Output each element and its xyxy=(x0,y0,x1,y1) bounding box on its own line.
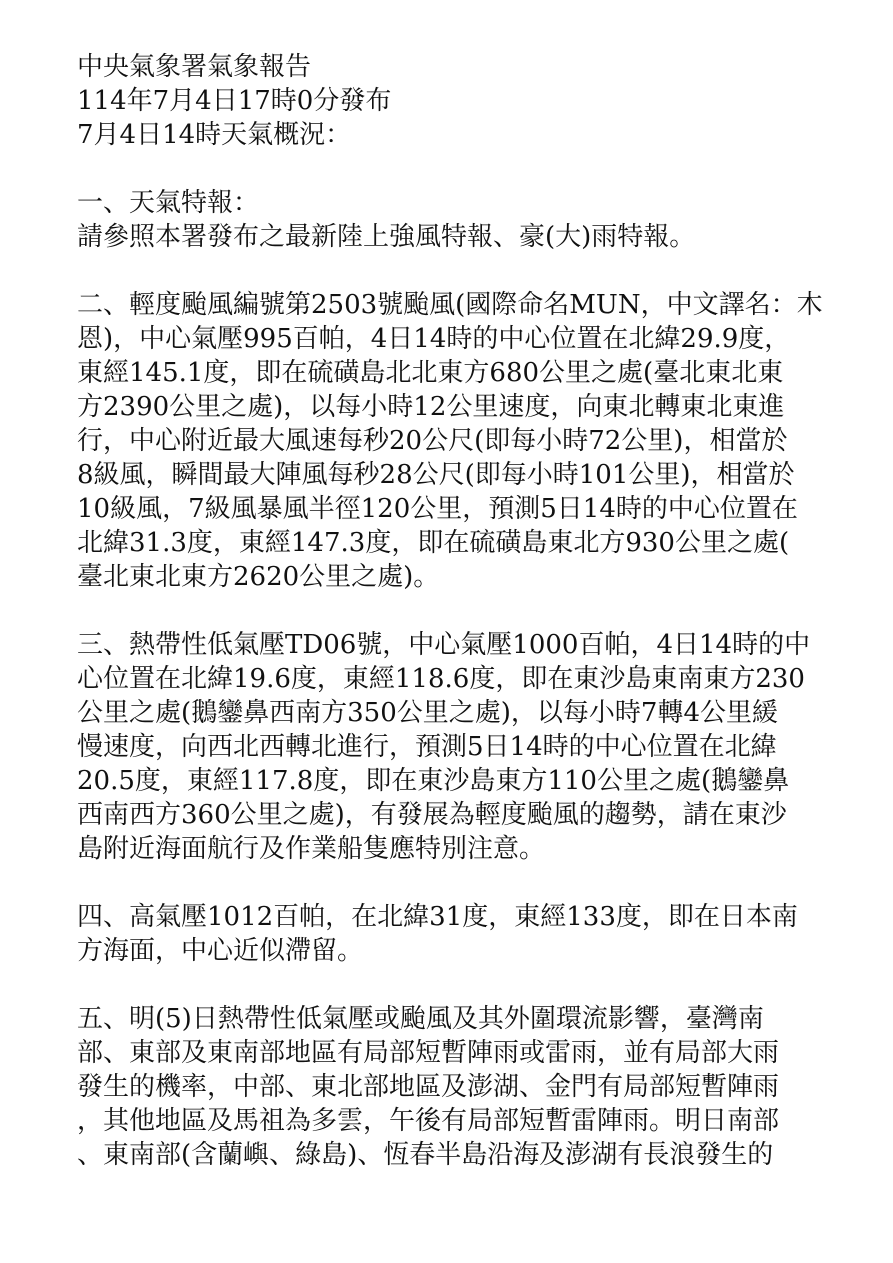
section-5-line: 五、明(5)日熱帶性低氣壓或颱風及其外圍環流影響，臺灣南 xyxy=(77,1004,764,1034)
section-2-line: 北緯31.3度，東經147.3度，即在硫磺島東北方930公里之處( xyxy=(77,528,790,558)
weather-report-text xyxy=(77,50,822,1172)
section-3-line: 慢速度，向西北西轉北進行，預測5日14時的中心位置在北緯 xyxy=(77,732,777,762)
paragraph-spacer xyxy=(77,152,822,186)
paragraph-spacer xyxy=(77,968,822,1002)
section-2-line: 行，中心附近最大風速每秒20公尺(即每小時72公里)，相當於 xyxy=(77,426,788,456)
overview-heading: 7月4日14時天氣概況： xyxy=(77,120,352,150)
section-4-line: 方海面，中心近似滯留。 xyxy=(77,936,364,966)
section-2-line: 臺北東北東方2620公里之處)。 xyxy=(77,562,440,592)
section-3-line: 公里之處(鵝鑾鼻西南方350公里之處)，以每小時7轉4公里緩 xyxy=(77,698,778,728)
section-3-line: 島附近海面航行及作業船隻應特別注意。 xyxy=(77,834,546,864)
section-2-line: 10級風，7級風暴風半徑120公里，預測5日14時的中心位置在 xyxy=(77,494,798,524)
section-5-line: 發生的機率，中部、東北部地區及澎湖、金門有局部短暫陣雨 xyxy=(77,1072,780,1102)
section-2-line: 方2390公里之處)，以每小時12公里速度，向東北轉東北東進 xyxy=(77,392,785,422)
report-title: 中央氣象署氣象報告 xyxy=(77,52,312,82)
section-3-line: 20.5度，東經117.8度，即在東沙島東方110公里之處(鵝鑾鼻 xyxy=(77,766,790,796)
section-5-line: 部、東部及東南部地區有局部短暫陣雨或雷雨，並有局部大雨 xyxy=(77,1038,780,1068)
section-1-line: 請參照本署發布之最新陸上強風特報、豪(大)雨特報。 xyxy=(77,222,696,252)
paragraph-spacer xyxy=(77,594,822,628)
section-2-line: 8級風，瞬間最大陣風每秒28公尺(即每小時101公里)，相當於 xyxy=(77,460,795,490)
section-5-line: ，其他地區及馬祖為多雲，午後有局部短暫雷陣雨。明日南部 xyxy=(77,1106,780,1136)
issue-time: 114年7月4日17時0分發布 xyxy=(77,86,392,116)
section-2-line: 恩)，中心氣壓995百帕，4日14時的中心位置在北緯29.9度， xyxy=(77,324,791,354)
section-3-line: 心位置在北緯19.6度，東經118.6度，即在東沙島東南東方230 xyxy=(77,664,805,694)
section-4-line: 四、高氣壓1012百帕，在北緯31度，東經133度，即在日本南 xyxy=(77,902,798,932)
section-2-line: 二、輕度颱風編號第2503號颱風(國際命名MUN，中文譯名：木 xyxy=(77,290,823,320)
section-5-line: 、東南部(含蘭嶼、綠島)、恆春半島沿海及澎湖有長浪發生的 xyxy=(77,1140,774,1170)
section-1-heading: 一、天氣特報： xyxy=(77,188,260,218)
section-3-line: 三、熱帶性低氣壓TD06號，中心氣壓1000百帕，4日14時的中 xyxy=(77,630,811,660)
section-3-line: 西南西方360公里之處)，有發展為輕度颱風的趨勢，請在東沙 xyxy=(77,800,787,830)
paragraph-spacer xyxy=(77,254,822,288)
section-2-line: 東經145.1度，即在硫磺島北北東方680公里之處(臺北東北東 xyxy=(77,358,784,388)
paragraph-spacer xyxy=(77,866,822,900)
